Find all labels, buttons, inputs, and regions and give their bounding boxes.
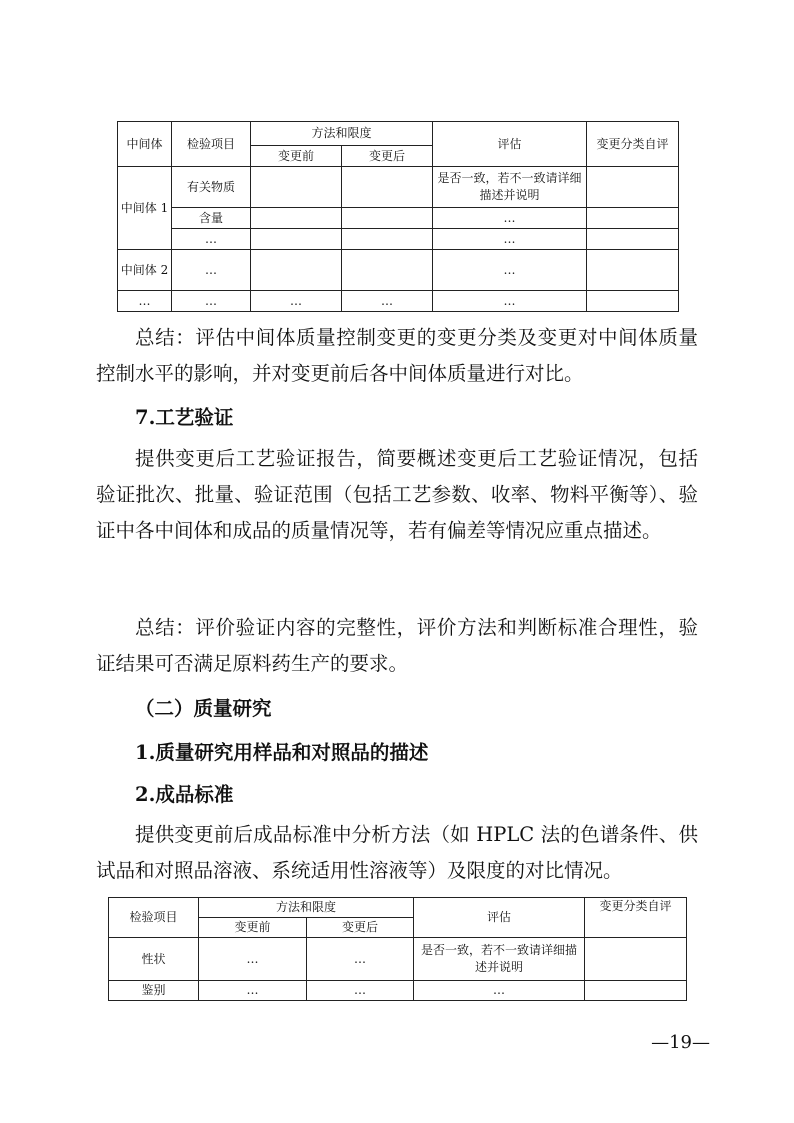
cell-ellipsis: …	[433, 291, 587, 312]
cell-ellipsis: …	[414, 981, 585, 1001]
cell-ellipsis: …	[172, 291, 251, 312]
header-self-evaluation: 变更分类自评	[587, 122, 679, 167]
header-after-change: 变更后	[307, 918, 414, 938]
table-row	[118, 250, 679, 291]
cell-empty	[587, 250, 679, 291]
cell-ellipsis: …	[307, 938, 414, 981]
cell-ellipsis: …	[433, 229, 587, 250]
table-row	[118, 291, 679, 312]
header-evaluation: 评估	[414, 898, 585, 938]
table-header-row	[118, 122, 679, 146]
cell-related-substances: 有关物质	[172, 167, 251, 208]
header-method-limit: 方法和限度	[251, 122, 433, 146]
header-evaluation: 评估	[433, 122, 587, 167]
cell-empty	[585, 938, 687, 981]
table-header-row	[109, 898, 687, 918]
header-method-limit: 方法和限度	[199, 898, 414, 918]
cell-empty	[251, 167, 342, 208]
cell-ellipsis: …	[199, 981, 307, 1001]
cell-ellipsis: …	[118, 291, 172, 312]
heading-finished-product-spec: 2.成品标准	[135, 783, 234, 806]
cell-ellipsis: …	[199, 938, 307, 981]
cell-empty	[251, 208, 342, 229]
cell-empty	[587, 229, 679, 250]
summary-validation-paragraph: 总结：评价验证内容的完整性，评价方法和判断标准合理性，验证结果可否满足原料药生产的要求。	[96, 616, 698, 675]
cell-evaluation-note: 是否一致，若不一致请详细描述并说明	[433, 167, 587, 208]
cell-empty	[251, 250, 342, 291]
cell-ellipsis: …	[172, 250, 251, 291]
header-test-item: 检验项目	[109, 898, 199, 938]
cell-empty	[587, 167, 679, 208]
heading-samples-references: 1.质量研究用样品和对照品的描述	[135, 741, 429, 764]
cell-ellipsis: …	[307, 981, 414, 1001]
cell-empty	[342, 167, 433, 208]
finished-spec-paragraph: 提供变更前后成品标准中分析方法（如 HPLC 法的色谱条件、供试品和对照品溶液、系统适用性溶液等）及限度的对比情况。	[96, 823, 698, 882]
cell-identification: 鉴别	[109, 981, 199, 1001]
cell-intermediate-1: 中间体 1	[118, 167, 172, 250]
cell-ellipsis: …	[172, 229, 251, 250]
cell-empty	[587, 208, 679, 229]
cell-ellipsis: …	[433, 208, 587, 229]
cell-content: 含量	[172, 208, 251, 229]
table-row	[118, 167, 679, 208]
page-number: —19—	[651, 1032, 710, 1053]
table-row	[118, 229, 679, 250]
header-before-change: 变更前	[251, 146, 342, 167]
heading-process-validation: 7.工艺验证	[135, 406, 234, 429]
cell-empty	[585, 981, 687, 1001]
cell-ellipsis: …	[433, 250, 587, 291]
intermediate-comparison-table	[117, 121, 679, 312]
cell-empty	[342, 250, 433, 291]
cell-empty	[342, 208, 433, 229]
header-before-change: 变更前	[199, 918, 307, 938]
finished-product-comparison-table	[108, 897, 687, 1001]
header-intermediate: 中间体	[118, 122, 172, 167]
table-row	[109, 938, 687, 981]
cell-intermediate-2: 中间体 2	[118, 250, 172, 291]
cell-ellipsis: …	[342, 291, 433, 312]
process-validation-paragraph: 提供变更后工艺验证报告，简要概述变更后工艺验证情况，包括验证批次、批量、验证范围（包括工艺参数、收率、物料平衡等）、验证中各中间体和成品的质量情况等，若有偏差等情况应重点描述。	[96, 447, 698, 542]
cell-empty	[587, 291, 679, 312]
table-row	[118, 208, 679, 229]
cell-evaluation-note: 是否一致，若不一致请详细描述并说明	[414, 938, 585, 981]
cell-empty	[342, 229, 433, 250]
table-row	[109, 981, 687, 1001]
cell-ellipsis: …	[251, 291, 342, 312]
heading-quality-research: （二）质量研究	[135, 697, 272, 720]
header-after-change: 变更后	[342, 146, 433, 167]
cell-empty	[251, 229, 342, 250]
header-test-item: 检验项目	[172, 122, 251, 167]
cell-appearance: 性状	[109, 938, 199, 981]
header-self-evaluation: 变更分类自评	[585, 898, 687, 938]
summary-intermediate-paragraph: 总结：评估中间体质量控制变更的变更分类及变更对中间体质量控制水平的影响，并对变更前后各中间体质量进行对比。	[96, 326, 698, 385]
